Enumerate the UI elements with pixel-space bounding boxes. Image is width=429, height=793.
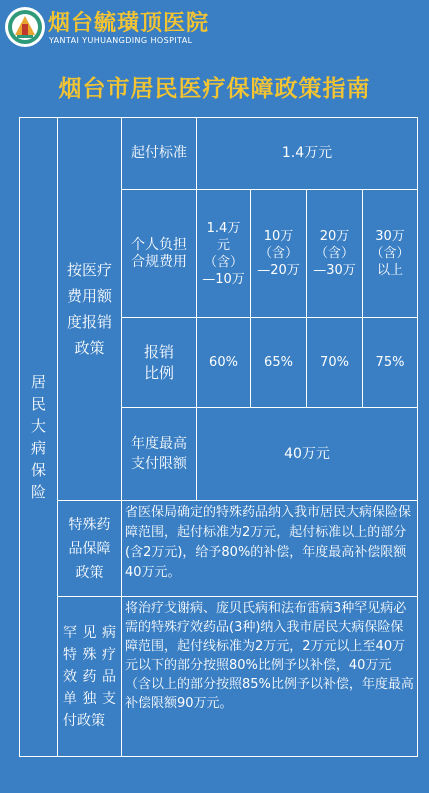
range-cell: 30万（含）以上 [363,190,418,318]
section3-text: 将治疗戈谢病、庞贝氏病和法布雷病3种罕见病必需的特殊疗效药品(3种)纳入我市居民大病保险保障范围，起付线标准为2万元，2万元以上至40万元以下的部分按照80%比例予以补偿，40万元（含以上的部分按照85%比例予以补偿，年度最高补偿限额90万元。 [122,597,418,757]
ratio-label: 报销比例 [122,318,197,408]
ratio-cell: 60% [197,318,251,408]
section1-label-cell [58,118,122,501]
header [0,0,429,58]
threshold-label: 起付标准 [122,118,197,190]
ratio-cell: 75% [363,318,418,408]
self-pay-label: 个人负担合规费用 [122,190,197,318]
section1-label: 按医疗费用额度报销政策 [66,261,112,357]
hospital-name-en: YANTAI YUHUANGDING HOSPITAL [49,36,193,45]
ratio-cell: 70% [307,318,363,408]
section2-label: 特殊药品保障政策 [58,501,122,597]
category-cell [20,118,58,757]
cap-label: 年度最高支付限额 [122,408,197,501]
range-cell: 1.4万元（含）—10万 [197,190,251,318]
cap-value: 40万元 [197,408,418,501]
hospital-logo-icon [4,6,46,48]
policy-table [19,117,418,757]
range-cell: 10万（含）—20万 [251,190,307,318]
category-label: 居民大病保险 [30,373,46,501]
section2-text: 省医保局确定的特殊药品纳入我市居民大病保险保障范围，起付标准为2万元，起付标准以上的部分(含2万元)，给予80%的补偿，年度最高补偿限额40万元。 [122,501,418,597]
threshold-value: 1.4万元 [197,118,418,190]
hospital-name: 烟台毓璜顶医院 [48,10,210,36]
ratio-cell: 65% [251,318,307,408]
page-title: 烟台市居民医疗保障政策指南 [58,76,371,102]
range-cell: 20万（含）—30万 [307,190,363,318]
section3-label: 罕见病特殊疗效药品单独支付政策 [58,597,122,757]
